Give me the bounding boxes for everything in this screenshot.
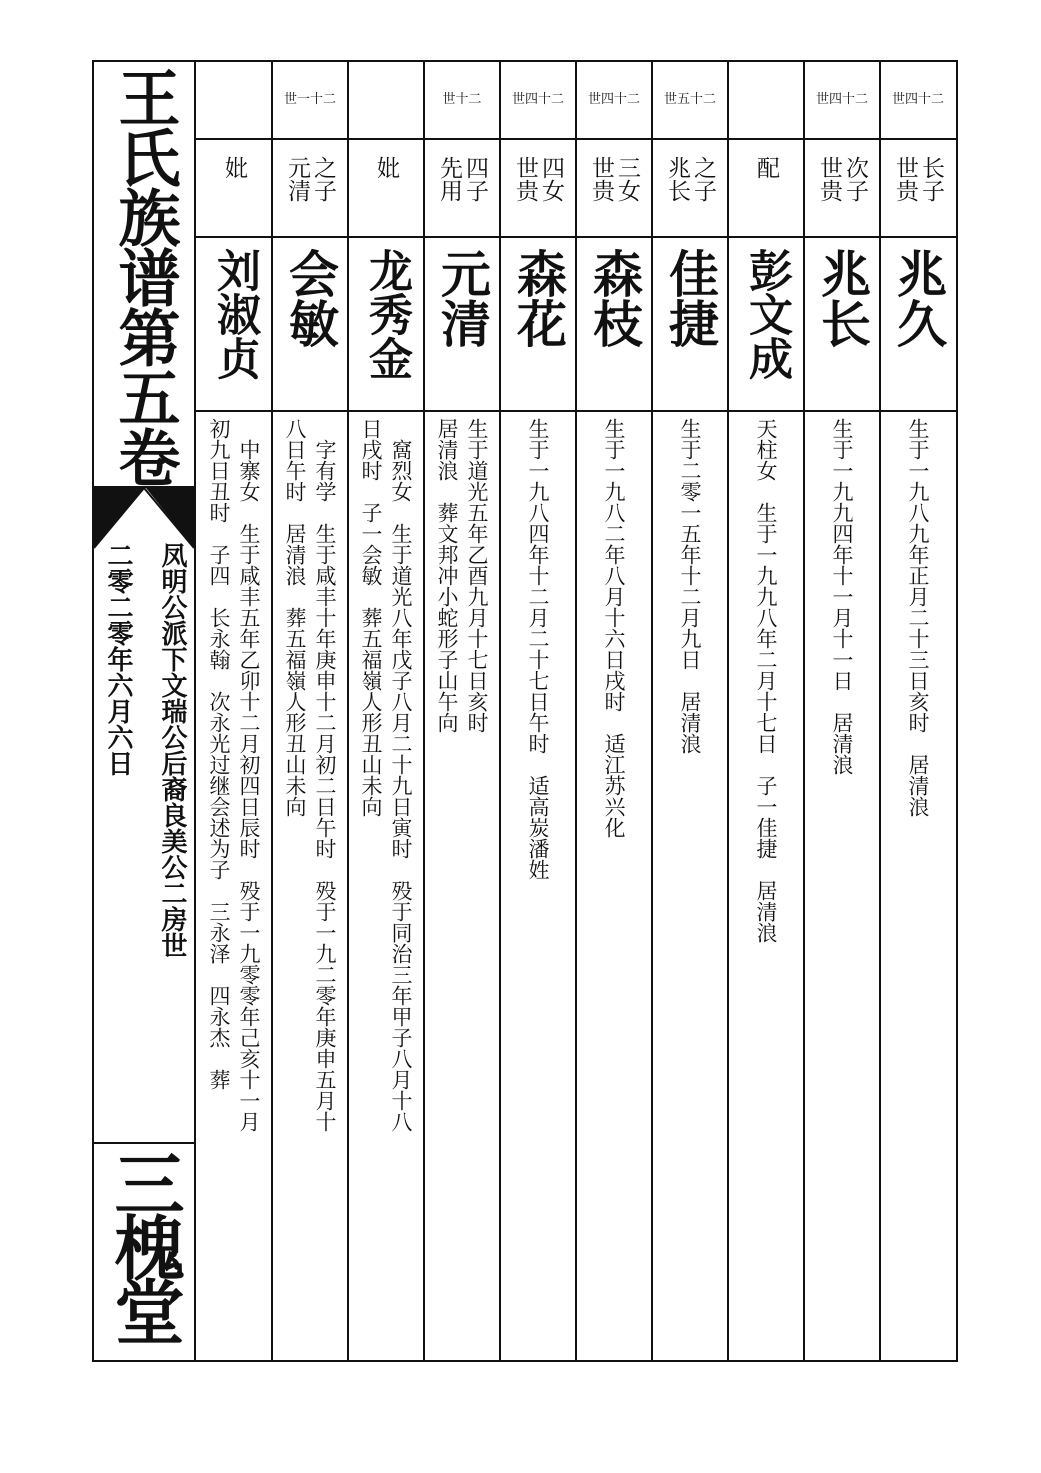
person-name-cell — [424, 248, 500, 404]
biography-cell — [804, 418, 880, 1354]
person-name-cell — [272, 248, 348, 404]
relation-cell — [348, 156, 424, 236]
person-name: 兆久 — [889, 248, 948, 348]
biography-text: 生于道光五年乙酉九月十七日亥时 居清浪 葬文邦冲小蛇形子山午向 — [435, 418, 489, 733]
biography-cell — [424, 418, 500, 1354]
generation-label: 世四十二 — [815, 92, 868, 107]
biography-cell — [500, 418, 576, 1354]
biography-text: 生于二零一五年十二月九日 居清浪 — [678, 418, 702, 754]
relation-cell — [196, 156, 272, 236]
biography-cell — [728, 418, 804, 1354]
person-name: 刘淑贞 — [209, 248, 260, 380]
relation-cell — [880, 156, 956, 236]
relation-text: 之子 元清 — [284, 156, 336, 202]
book-title: 王氏族谱第五卷 — [108, 66, 181, 486]
person-name-cell — [196, 248, 272, 404]
biography-text: 窩烈女 生于道光八年戊子八月二十九日寅时 殁于同治三年甲子八月十八 日戌时 子一会敏 葬五福嶺人形丑山未向 — [359, 418, 413, 1132]
generation-label: 世十二 — [442, 92, 482, 107]
generation-label — [728, 92, 804, 108]
biography-cell — [880, 418, 956, 1354]
relation-cell — [652, 156, 728, 236]
generation-label: 世四十二 — [587, 92, 640, 107]
person-name-cell — [576, 248, 652, 404]
person-name: 元清 — [433, 248, 492, 348]
person-name: 佳捷 — [661, 248, 720, 348]
biography-cell — [576, 418, 652, 1354]
lineage-branch: 凤明公派下文瑞公后裔良美公二房世 — [157, 542, 187, 958]
relation-cell — [576, 156, 652, 236]
person-name-cell — [652, 248, 728, 404]
biography-text: 字有学 生于咸丰十年庚申十二月初二日午时 殁于一九二零年庚申五月十 八日午时 居清浪 葬五福嶺人形丑山未向 — [283, 418, 337, 1132]
relation-text: 四女 世贵 — [512, 156, 564, 202]
person-name-cell — [500, 248, 576, 404]
person-name: 会敏 — [281, 248, 340, 348]
compile-date: 二零二零年六月六日 — [103, 542, 133, 776]
biography-cell — [196, 418, 272, 1354]
person-name: 兆长 — [813, 248, 872, 348]
generation-label: 世四十二 — [511, 92, 564, 107]
relation-text: 四子 先用 — [436, 156, 488, 202]
person-name-cell — [804, 248, 880, 404]
generation-label: 世四十二 — [891, 92, 944, 107]
page-frame — [92, 60, 958, 1362]
relation-cell — [272, 156, 348, 236]
relation-text: 之子 兆长 — [664, 156, 716, 202]
person-name-cell — [880, 248, 956, 404]
hall-divider — [94, 1142, 194, 1144]
biography-text: 生于一九九四年十一月十一日 居清浪 — [830, 418, 854, 775]
person-name-cell — [348, 248, 424, 404]
genealogy-table — [196, 62, 956, 1360]
relation-text: 配 — [753, 156, 779, 179]
relation-cell — [804, 156, 880, 236]
biography-cell — [348, 418, 424, 1354]
relation-cell — [728, 156, 804, 236]
biography-text: 天柱女 生于一九九八年二月十七日 子一佳捷 居清浪 — [754, 418, 778, 943]
relation-text: 三女 世贵 — [588, 156, 640, 202]
relation-cell — [424, 156, 500, 236]
relation-text: 次子 世贵 — [816, 156, 868, 202]
biography-text: 中寨女 生于咸丰五年乙卯十二月初四日辰时 殁于一九零零年己亥十一月 初九日丑时 子四 长永翰 次永光过继会述为子 三永泽 四永杰 葬 — [207, 418, 261, 1132]
generation-label: 世五十二 — [663, 92, 716, 107]
biography-text: 生于一九八九年正月二十三日亥时 居清浪 — [906, 418, 930, 817]
relation-cell — [500, 156, 576, 236]
person-name: 彭文成 — [741, 248, 792, 380]
hall-name: 三槐堂 — [103, 1148, 186, 1340]
generation-label: 世一十二 — [283, 92, 336, 107]
biography-text: 生于一九八二年八月十六日戌时 适江苏兴化 — [602, 418, 626, 838]
biography-cell — [652, 418, 728, 1354]
relation-text: 长子 世贵 — [892, 156, 944, 202]
person-name: 森花 — [509, 248, 568, 348]
person-name-cell — [728, 248, 804, 404]
person-name: 森枝 — [585, 248, 644, 348]
relation-text: 妣 — [373, 156, 399, 179]
biography-text: 生于一九八四年十二月二十七日午时 适高炭潘姓 — [526, 418, 550, 880]
spine-panel — [94, 62, 196, 1360]
relation-text: 妣 — [221, 156, 247, 179]
generation-label — [196, 92, 272, 108]
generation-label — [348, 92, 424, 108]
biography-cell — [272, 418, 348, 1354]
person-name: 龙秀金 — [361, 248, 412, 380]
